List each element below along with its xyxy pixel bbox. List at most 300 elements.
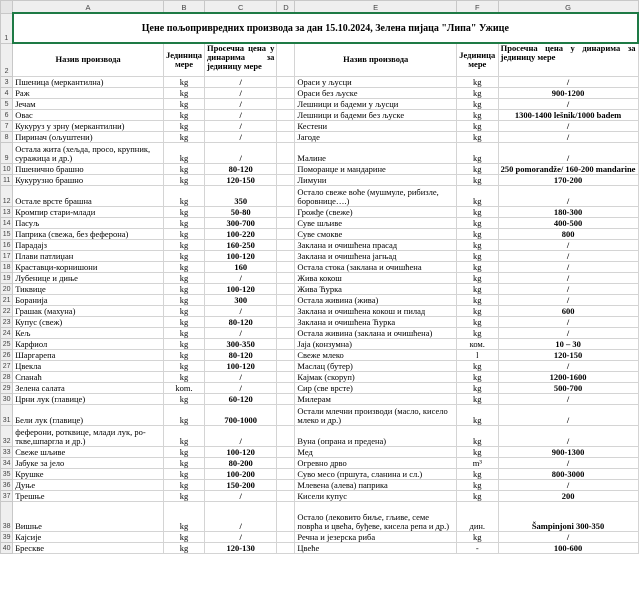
product-name-cell[interactable]: Вуна (опрана и предена) bbox=[295, 425, 457, 446]
price-cell[interactable]: 150-200 bbox=[205, 479, 277, 490]
product-name-cell[interactable]: Вишње bbox=[13, 501, 164, 531]
row-header[interactable]: 15 bbox=[1, 228, 13, 239]
price-cell[interactable]: / bbox=[205, 131, 277, 142]
product-name-cell[interactable]: Спанаћ bbox=[13, 371, 164, 382]
row-header[interactable]: 17 bbox=[1, 250, 13, 261]
row-header[interactable]: 8 bbox=[1, 131, 13, 142]
product-name-cell[interactable]: Остале врсте брашна bbox=[13, 185, 164, 206]
price-cell[interactable]: / bbox=[205, 98, 277, 109]
product-name-cell[interactable]: Јаја (конзумна) bbox=[295, 338, 457, 349]
price-cell[interactable]: / bbox=[205, 76, 277, 87]
price-cell[interactable]: / bbox=[498, 316, 638, 327]
unit-cell[interactable]: kg bbox=[456, 228, 498, 239]
row-header[interactable]: 20 bbox=[1, 283, 13, 294]
unit-cell[interactable]: kg bbox=[163, 457, 204, 468]
unit-cell[interactable]: kg bbox=[456, 393, 498, 404]
product-name-cell[interactable]: Малине bbox=[295, 142, 457, 163]
spacer-cell[interactable] bbox=[277, 468, 295, 479]
unit-cell[interactable]: kg bbox=[163, 283, 204, 294]
price-cell[interactable]: 700-1000 bbox=[205, 404, 277, 425]
product-name-cell[interactable]: Кукурузно брашно bbox=[13, 174, 164, 185]
product-name-cell[interactable]: Остала живина (жива) bbox=[295, 294, 457, 305]
column-header-a[interactable]: A bbox=[13, 1, 164, 14]
unit-cell[interactable]: kg bbox=[163, 131, 204, 142]
spacer-cell[interactable] bbox=[277, 446, 295, 457]
unit-cell[interactable]: kg bbox=[456, 446, 498, 457]
price-cell[interactable]: 80-120 bbox=[205, 163, 277, 174]
product-name-cell[interactable]: Бресквe bbox=[13, 542, 164, 553]
price-cell[interactable]: / bbox=[205, 531, 277, 542]
column-header-f[interactable]: F bbox=[456, 1, 498, 14]
unit-cell[interactable]: kg bbox=[163, 174, 204, 185]
product-name-cell[interactable]: Шаргарепа bbox=[13, 349, 164, 360]
spacer-cell[interactable] bbox=[277, 131, 295, 142]
spacer-cell[interactable] bbox=[277, 239, 295, 250]
unit-cell[interactable]: kg bbox=[163, 371, 204, 382]
product-name-cell[interactable]: Заклана и очишћена кокош и пилад bbox=[295, 305, 457, 316]
row-header[interactable]: 2 bbox=[1, 43, 13, 76]
unit-cell[interactable]: kom. bbox=[163, 382, 204, 393]
price-cell[interactable]: / bbox=[205, 425, 277, 446]
price-cell[interactable]: 160 bbox=[205, 261, 277, 272]
price-cell[interactable]: / bbox=[205, 87, 277, 98]
row-header[interactable]: 4 bbox=[1, 87, 13, 98]
unit-cell[interactable]: kg bbox=[163, 294, 204, 305]
unit-cell[interactable]: kg bbox=[163, 446, 204, 457]
price-cell[interactable]: / bbox=[498, 294, 638, 305]
unit-cell[interactable]: kg bbox=[163, 261, 204, 272]
price-cell[interactable]: / bbox=[498, 531, 638, 542]
price-cell[interactable]: 900-1300 bbox=[498, 446, 638, 457]
price-cell[interactable]: / bbox=[498, 479, 638, 490]
spacer-cell[interactable] bbox=[277, 479, 295, 490]
unit-cell[interactable]: kg bbox=[163, 425, 204, 446]
unit-cell[interactable]: kg bbox=[456, 163, 498, 174]
unit-cell[interactable]: kg bbox=[456, 142, 498, 163]
unit-column-title[interactable]: Јединица мере bbox=[163, 43, 204, 76]
spacer-cell[interactable] bbox=[277, 371, 295, 382]
product-name-cell[interactable]: Ораси у љусци bbox=[295, 76, 457, 87]
row-header[interactable]: 31 bbox=[1, 404, 13, 425]
unit-cell[interactable]: ком. bbox=[456, 338, 498, 349]
price-cell[interactable]: / bbox=[498, 283, 638, 294]
unit-cell[interactable]: kg bbox=[456, 531, 498, 542]
product-name-cell[interactable]: феферони, ротквице, млади лук, ро-ткве,шпаргла и др.) bbox=[13, 425, 164, 446]
unit-cell[interactable]: kg bbox=[456, 87, 498, 98]
product-name-cell[interactable]: Милерам bbox=[295, 393, 457, 404]
price-cell[interactable]: / bbox=[205, 272, 277, 283]
price-cell[interactable]: 1200-1600 bbox=[498, 371, 638, 382]
spacer-cell[interactable] bbox=[277, 217, 295, 228]
price-cell[interactable]: 120-130 bbox=[205, 542, 277, 553]
spacer-cell[interactable] bbox=[277, 490, 295, 501]
price-cell[interactable]: 900-1200 bbox=[498, 87, 638, 98]
price-cell[interactable]: 350 bbox=[205, 185, 277, 206]
unit-cell[interactable]: kg bbox=[456, 425, 498, 446]
product-name-cell[interactable]: Жива кокош bbox=[295, 272, 457, 283]
unit-cell[interactable]: kg bbox=[163, 490, 204, 501]
unit-cell[interactable]: kg bbox=[163, 217, 204, 228]
price-cell[interactable]: 250 pomorandže/ 160-200 mandarine bbox=[498, 163, 638, 174]
price-cell[interactable]: 100-120 bbox=[205, 250, 277, 261]
product-name-cell[interactable]: Заклана и очишћена јагњад bbox=[295, 250, 457, 261]
product-name-cell[interactable]: Мед bbox=[295, 446, 457, 457]
unit-column-title[interactable]: Јединица мере bbox=[456, 43, 498, 76]
product-name-cell[interactable]: Лубенице и диње bbox=[13, 272, 164, 283]
row-header[interactable]: 22 bbox=[1, 305, 13, 316]
price-cell[interactable]: 1300-1400 lešnik/1000 badem bbox=[498, 109, 638, 120]
unit-cell[interactable]: kg bbox=[456, 327, 498, 338]
row-header[interactable]: 40 bbox=[1, 542, 13, 553]
spacer-cell[interactable] bbox=[277, 185, 295, 206]
unit-cell[interactable]: kg bbox=[456, 305, 498, 316]
spacer-cell[interactable] bbox=[277, 457, 295, 468]
product-name-cell[interactable]: Цвекла bbox=[13, 360, 164, 371]
unit-cell[interactable]: kg bbox=[456, 174, 498, 185]
unit-cell[interactable]: kg bbox=[163, 272, 204, 283]
product-name-cell[interactable]: Суве смокве bbox=[295, 228, 457, 239]
product-name-cell[interactable]: Остала живина (заклана и очишћена) bbox=[295, 327, 457, 338]
unit-cell[interactable]: kg bbox=[456, 206, 498, 217]
row-header[interactable]: 34 bbox=[1, 457, 13, 468]
spacer-cell[interactable] bbox=[277, 305, 295, 316]
unit-cell[interactable]: kg bbox=[163, 239, 204, 250]
spacer-cell[interactable] bbox=[277, 316, 295, 327]
row-header[interactable]: 26 bbox=[1, 349, 13, 360]
row-header[interactable]: 13 bbox=[1, 206, 13, 217]
unit-cell[interactable]: kg bbox=[456, 250, 498, 261]
price-cell[interactable]: / bbox=[498, 185, 638, 206]
spacer-cell[interactable] bbox=[277, 404, 295, 425]
price-cell[interactable]: / bbox=[205, 327, 277, 338]
price-cell[interactable]: / bbox=[498, 404, 638, 425]
unit-cell[interactable]: kg bbox=[456, 479, 498, 490]
price-cell[interactable]: 80-200 bbox=[205, 457, 277, 468]
row-header[interactable]: 11 bbox=[1, 174, 13, 185]
unit-cell[interactable]: kg bbox=[163, 305, 204, 316]
spacer-cell[interactable] bbox=[277, 76, 295, 87]
unit-cell[interactable]: kg bbox=[163, 338, 204, 349]
spacer-cell[interactable] bbox=[277, 261, 295, 272]
unit-cell[interactable]: m³ bbox=[456, 457, 498, 468]
price-cell[interactable]: 200 bbox=[498, 490, 638, 501]
price-cell[interactable]: 50-80 bbox=[205, 206, 277, 217]
price-cell[interactable]: Šampinjoni 300-350 bbox=[498, 501, 638, 531]
price-cell[interactable]: 800 bbox=[498, 228, 638, 239]
row-header[interactable]: 19 bbox=[1, 272, 13, 283]
spacer-cell[interactable] bbox=[277, 142, 295, 163]
unit-cell[interactable]: kg bbox=[163, 76, 204, 87]
sheet-title[interactable]: Цене пољопривредних производа за дан 15.10.2024, Зелена пијаца "Липа" Ужице bbox=[13, 13, 638, 43]
product-name-cell[interactable]: Ораси без љуске bbox=[295, 87, 457, 98]
product-name-cell[interactable]: Плави патлиџан bbox=[13, 250, 164, 261]
product-name-cell[interactable]: Кељ bbox=[13, 327, 164, 338]
unit-cell[interactable]: kg bbox=[456, 316, 498, 327]
product-name-cell[interactable]: Парадајз bbox=[13, 239, 164, 250]
product-name-cell[interactable]: Кромпир стари-млади bbox=[13, 206, 164, 217]
price-cell[interactable]: 10 – 30 bbox=[498, 338, 638, 349]
unit-cell[interactable]: kg bbox=[456, 261, 498, 272]
price-cell[interactable]: 300-700 bbox=[205, 217, 277, 228]
price-cell[interactable]: 500-700 bbox=[498, 382, 638, 393]
product-name-cell[interactable]: Речна и језерска риба bbox=[295, 531, 457, 542]
price-cell[interactable]: 60-120 bbox=[205, 393, 277, 404]
row-header[interactable]: 16 bbox=[1, 239, 13, 250]
price-cell[interactable]: / bbox=[498, 272, 638, 283]
product-name-cell[interactable]: Суво месо (пршута, сланина и сл.) bbox=[295, 468, 457, 479]
row-header[interactable]: 6 bbox=[1, 109, 13, 120]
product-name-cell[interactable]: Паприка (свежа, без феферона) bbox=[13, 228, 164, 239]
product-name-cell[interactable]: Лешници и бадеми у љусци bbox=[295, 98, 457, 109]
product-name-cell[interactable]: Сир (све врсте) bbox=[295, 382, 457, 393]
unit-cell[interactable]: kg bbox=[163, 250, 204, 261]
spacer-cell[interactable] bbox=[277, 360, 295, 371]
unit-cell[interactable]: kg bbox=[456, 404, 498, 425]
product-name-cell[interactable]: Заклана и очишћена Ћурка bbox=[295, 316, 457, 327]
product-name-cell[interactable]: Кукуруз у зрну (меркантилни) bbox=[13, 120, 164, 131]
row-header[interactable]: 28 bbox=[1, 371, 13, 382]
product-name-cell[interactable]: Бели лук (главице) bbox=[13, 404, 164, 425]
unit-cell[interactable]: kg bbox=[456, 239, 498, 250]
price-cell[interactable]: / bbox=[498, 239, 638, 250]
product-name-cell[interactable]: Карфиол bbox=[13, 338, 164, 349]
price-cell[interactable]: 600 bbox=[498, 305, 638, 316]
price-cell[interactable]: / bbox=[498, 425, 638, 446]
price-cell[interactable]: 100-120 bbox=[205, 283, 277, 294]
unit-cell[interactable]: kg bbox=[163, 163, 204, 174]
product-name-cell[interactable]: Раж bbox=[13, 87, 164, 98]
unit-cell[interactable]: kg bbox=[163, 87, 204, 98]
product-name-cell[interactable]: Крушке bbox=[13, 468, 164, 479]
product-name-cell[interactable]: Кестени bbox=[295, 120, 457, 131]
select-all-corner[interactable] bbox=[1, 1, 13, 14]
row-header[interactable]: 30 bbox=[1, 393, 13, 404]
unit-cell[interactable]: - bbox=[456, 542, 498, 553]
spacer-cell[interactable] bbox=[277, 425, 295, 446]
spacer-cell[interactable] bbox=[277, 327, 295, 338]
unit-cell[interactable]: kg bbox=[163, 109, 204, 120]
product-name-cell[interactable]: Свеже млеко bbox=[295, 349, 457, 360]
row-header[interactable]: 10 bbox=[1, 163, 13, 174]
column-header-e[interactable]: E bbox=[295, 1, 457, 14]
spacer-cell[interactable] bbox=[277, 120, 295, 131]
product-name-cell[interactable]: Свеже шљиве bbox=[13, 446, 164, 457]
price-cell[interactable]: / bbox=[498, 142, 638, 163]
product-name-cell[interactable]: Кајмак (скоруп) bbox=[295, 371, 457, 382]
product-name-cell[interactable]: Жива Ћурка bbox=[295, 283, 457, 294]
spacer-cell[interactable] bbox=[277, 109, 295, 120]
price-cell[interactable]: 300-350 bbox=[205, 338, 277, 349]
unit-cell[interactable]: kg bbox=[163, 228, 204, 239]
price-column-title[interactable]: Просечна цена у динарима за јединицу мере bbox=[498, 43, 638, 76]
price-cell[interactable]: / bbox=[205, 490, 277, 501]
product-name-cell[interactable]: Црни лук (главице) bbox=[13, 393, 164, 404]
row-header[interactable]: 38 bbox=[1, 501, 13, 531]
price-cell[interactable]: 300 bbox=[205, 294, 277, 305]
price-cell[interactable]: 400-500 bbox=[498, 217, 638, 228]
row-header[interactable]: 7 bbox=[1, 120, 13, 131]
product-name-cell[interactable]: Пшеница (меркантилна) bbox=[13, 76, 164, 87]
unit-cell[interactable]: kg bbox=[163, 142, 204, 163]
price-cell[interactable]: / bbox=[205, 120, 277, 131]
unit-cell[interactable]: kg bbox=[456, 490, 498, 501]
price-cell[interactable]: 120-150 bbox=[498, 349, 638, 360]
price-cell[interactable]: / bbox=[498, 457, 638, 468]
unit-cell[interactable]: kg bbox=[163, 404, 204, 425]
unit-cell[interactable]: kg bbox=[163, 206, 204, 217]
product-name-cell[interactable]: Тиквице bbox=[13, 283, 164, 294]
unit-cell[interactable]: kg bbox=[163, 349, 204, 360]
product-name-cell[interactable]: Кисели купус bbox=[295, 490, 457, 501]
row-header[interactable]: 36 bbox=[1, 479, 13, 490]
product-name-cell[interactable]: Краставци-корнишони bbox=[13, 261, 164, 272]
price-cell[interactable]: / bbox=[498, 360, 638, 371]
price-cell[interactable]: / bbox=[498, 250, 638, 261]
product-name-cell[interactable]: Трешње bbox=[13, 490, 164, 501]
product-name-cell[interactable]: Остала стока (заклана и очишћена bbox=[295, 261, 457, 272]
unit-cell[interactable]: kg bbox=[456, 382, 498, 393]
spacer-cell[interactable] bbox=[277, 163, 295, 174]
unit-cell[interactable]: kg bbox=[163, 316, 204, 327]
row-header[interactable]: 3 bbox=[1, 76, 13, 87]
product-name-cell[interactable]: Зелена салата bbox=[13, 382, 164, 393]
unit-cell[interactable]: kg bbox=[456, 109, 498, 120]
row-header[interactable]: 35 bbox=[1, 468, 13, 479]
spacer-cell[interactable] bbox=[277, 338, 295, 349]
price-cell[interactable]: / bbox=[205, 382, 277, 393]
row-header[interactable]: 1 bbox=[1, 13, 13, 43]
price-cell[interactable]: / bbox=[205, 501, 277, 531]
price-cell[interactable]: / bbox=[498, 131, 638, 142]
spacer-cell[interactable] bbox=[277, 531, 295, 542]
row-header[interactable]: 29 bbox=[1, 382, 13, 393]
price-cell[interactable]: 180-300 bbox=[498, 206, 638, 217]
row-header[interactable]: 33 bbox=[1, 446, 13, 457]
unit-cell[interactable]: kg bbox=[456, 185, 498, 206]
product-name-cell[interactable]: Грожђе (свеже) bbox=[295, 206, 457, 217]
unit-cell[interactable]: kg bbox=[456, 120, 498, 131]
product-name-cell[interactable]: Грашак (махуна) bbox=[13, 305, 164, 316]
price-cell[interactable]: 170-200 bbox=[498, 174, 638, 185]
product-name-cell[interactable]: Остало (лековито биље, гљиве, семе поврћа и цвећа, буђеве, кисела репа и др.) bbox=[295, 501, 457, 531]
unit-cell[interactable]: kg bbox=[456, 76, 498, 87]
unit-cell[interactable]: kg bbox=[456, 272, 498, 283]
row-header[interactable]: 23 bbox=[1, 316, 13, 327]
unit-cell[interactable]: kg bbox=[163, 327, 204, 338]
unit-cell[interactable]: kg bbox=[456, 283, 498, 294]
unit-cell[interactable]: kg bbox=[163, 468, 204, 479]
product-name-cell[interactable]: Овас bbox=[13, 109, 164, 120]
product-name-cell[interactable]: Лимуни bbox=[295, 174, 457, 185]
spacer-cell[interactable] bbox=[277, 98, 295, 109]
product-name-cell[interactable]: Купус (свеж) bbox=[13, 316, 164, 327]
product-name-cell[interactable]: Остало свеже воће (мушмуле, рибизле, боровнице….) bbox=[295, 185, 457, 206]
unit-cell[interactable]: kg bbox=[456, 468, 498, 479]
product-name-cell[interactable]: Цвеће bbox=[295, 542, 457, 553]
row-header[interactable]: 24 bbox=[1, 327, 13, 338]
spacer-cell[interactable] bbox=[277, 43, 295, 76]
name-column-title[interactable]: Назив производа bbox=[13, 43, 164, 76]
spacer-cell[interactable] bbox=[277, 294, 295, 305]
spacer-cell[interactable] bbox=[277, 382, 295, 393]
price-cell[interactable]: / bbox=[498, 120, 638, 131]
unit-cell[interactable]: kg bbox=[163, 98, 204, 109]
spacer-cell[interactable] bbox=[277, 250, 295, 261]
unit-cell[interactable]: kg bbox=[456, 371, 498, 382]
product-name-cell[interactable]: Огревно дрво bbox=[295, 457, 457, 468]
unit-cell[interactable]: kg bbox=[163, 120, 204, 131]
price-cell[interactable]: / bbox=[498, 98, 638, 109]
spacer-cell[interactable] bbox=[277, 87, 295, 98]
product-name-cell[interactable]: Боранија bbox=[13, 294, 164, 305]
price-cell[interactable]: / bbox=[498, 261, 638, 272]
spacer-cell[interactable] bbox=[277, 228, 295, 239]
spacer-cell[interactable] bbox=[277, 501, 295, 531]
price-cell[interactable]: / bbox=[498, 393, 638, 404]
price-cell[interactable]: 100-120 bbox=[205, 360, 277, 371]
product-name-cell[interactable]: Поморанџе и мандарине bbox=[295, 163, 457, 174]
product-name-cell[interactable]: Остали млечни производи (масло, кисело млеко и др.) bbox=[295, 404, 457, 425]
unit-cell[interactable]: kg bbox=[456, 98, 498, 109]
product-name-cell[interactable]: Заклана и очишћена прасад bbox=[295, 239, 457, 250]
column-header-b[interactable]: B bbox=[163, 1, 204, 14]
unit-cell[interactable]: kg bbox=[163, 185, 204, 206]
product-name-cell[interactable]: Маслац (бутер) bbox=[295, 360, 457, 371]
price-cell[interactable]: 800-3000 bbox=[498, 468, 638, 479]
spacer-cell[interactable] bbox=[277, 272, 295, 283]
spacer-cell[interactable] bbox=[277, 206, 295, 217]
product-name-cell[interactable]: Остала жита (хељда, просо, крупник, суражица и др.) bbox=[13, 142, 164, 163]
price-cell[interactable]: / bbox=[205, 305, 277, 316]
price-cell[interactable]: 120-150 bbox=[205, 174, 277, 185]
unit-cell[interactable]: kg bbox=[456, 131, 498, 142]
unit-cell[interactable]: kg bbox=[456, 360, 498, 371]
price-cell[interactable]: / bbox=[205, 142, 277, 163]
name-column-title[interactable]: Назив производа bbox=[295, 43, 457, 76]
column-header-c[interactable]: C bbox=[205, 1, 277, 14]
row-header[interactable]: 32 bbox=[1, 425, 13, 446]
product-name-cell[interactable]: Кајсије bbox=[13, 531, 164, 542]
price-cell[interactable]: / bbox=[498, 76, 638, 87]
row-header[interactable]: 39 bbox=[1, 531, 13, 542]
unit-cell[interactable]: kg bbox=[163, 479, 204, 490]
unit-cell[interactable]: l bbox=[456, 349, 498, 360]
product-name-cell[interactable]: Пиринач (ољуштени) bbox=[13, 131, 164, 142]
unit-cell[interactable]: дин. bbox=[456, 501, 498, 531]
row-header[interactable]: 25 bbox=[1, 338, 13, 349]
product-name-cell[interactable]: Млевена (алева) паприка bbox=[295, 479, 457, 490]
row-header[interactable]: 9 bbox=[1, 142, 13, 163]
price-cell[interactable]: 100-220 bbox=[205, 228, 277, 239]
row-header[interactable]: 5 bbox=[1, 98, 13, 109]
product-name-cell[interactable]: Пшенично брашно bbox=[13, 163, 164, 174]
price-cell[interactable]: 80-120 bbox=[205, 316, 277, 327]
price-cell[interactable]: 80-120 bbox=[205, 349, 277, 360]
price-cell[interactable]: / bbox=[205, 109, 277, 120]
unit-cell[interactable]: kg bbox=[163, 531, 204, 542]
row-header[interactable]: 27 bbox=[1, 360, 13, 371]
row-header[interactable]: 18 bbox=[1, 261, 13, 272]
column-header-g[interactable]: G bbox=[498, 1, 638, 14]
unit-cell[interactable]: kg bbox=[456, 217, 498, 228]
price-cell[interactable]: / bbox=[498, 327, 638, 338]
row-header[interactable]: 37 bbox=[1, 490, 13, 501]
unit-cell[interactable]: kg bbox=[163, 393, 204, 404]
product-name-cell[interactable]: Јечам bbox=[13, 98, 164, 109]
product-name-cell[interactable]: Дуње bbox=[13, 479, 164, 490]
price-cell[interactable]: 100-200 bbox=[205, 468, 277, 479]
product-name-cell[interactable]: Јагоде bbox=[295, 131, 457, 142]
